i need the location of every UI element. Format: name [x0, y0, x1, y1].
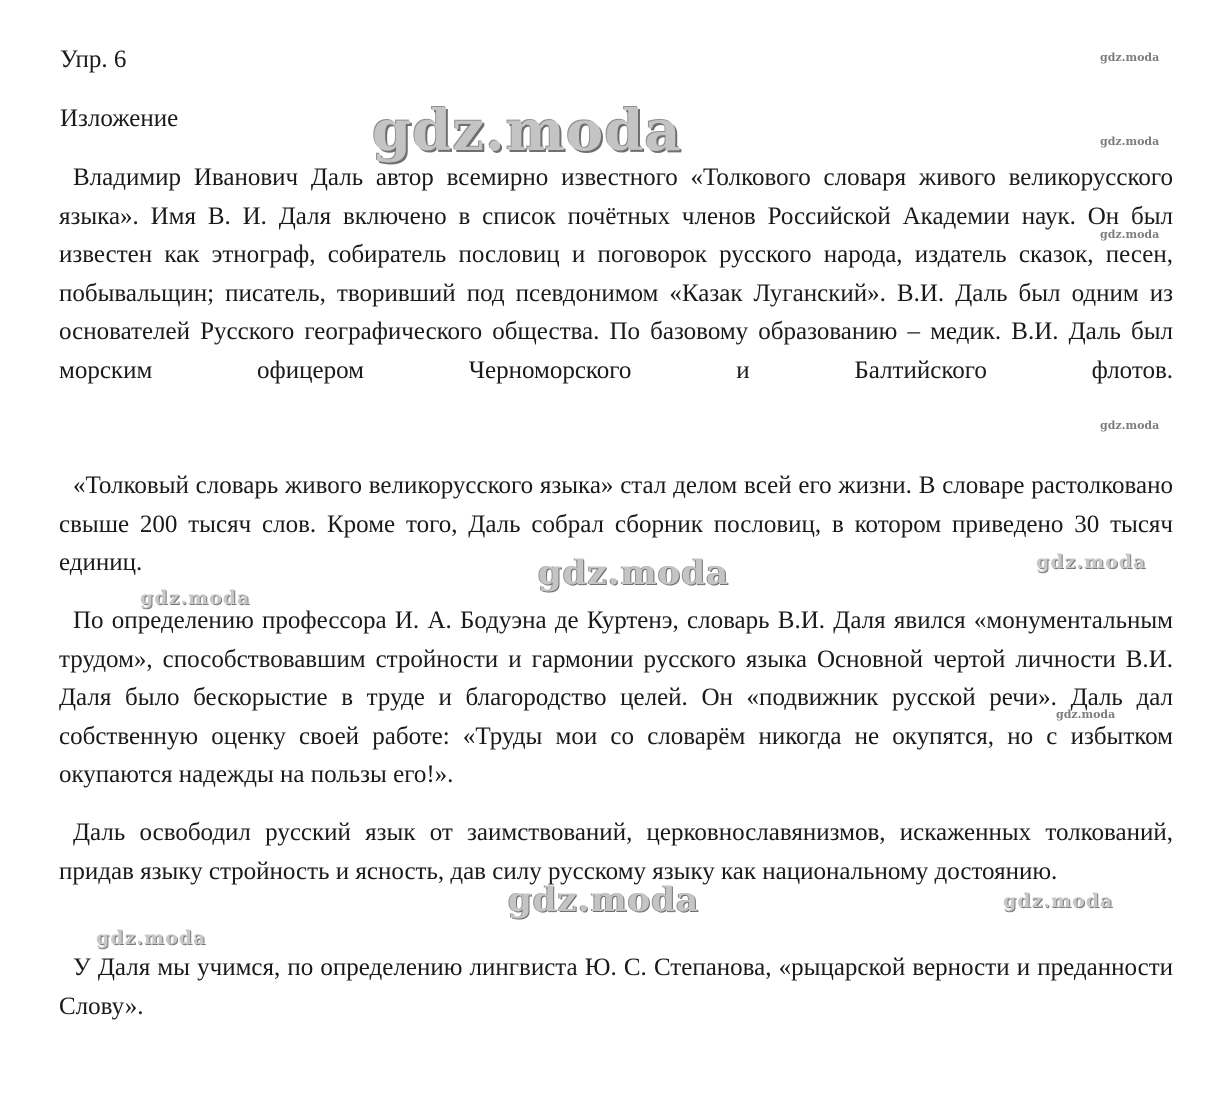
- paragraph-2: «Толковый словарь живого великорусского языка» стал делом всей его жизни. В словаре растолковано свыше 200 тысяч слов. Кроме того, Даль собрал сборник пословиц, в котором приведено 30 тысяч единиц.: [59, 472, 1173, 577]
- watermark-logo: gdz.moda: [1100, 135, 1160, 148]
- watermark-logo: gdz.moda: [96, 927, 207, 949]
- watermark-logo: gdz.moda: [1100, 419, 1160, 432]
- watermark-logo: gdz.moda: [1056, 708, 1116, 721]
- watermark-logo: gdz.moda: [1036, 551, 1147, 573]
- watermark-logo: gdz.moda: [1100, 51, 1160, 64]
- exercise-number: Упр. 6: [60, 46, 127, 73]
- document-title: Изложение: [60, 105, 179, 132]
- watermark-logo: gdz.moda: [1100, 228, 1160, 241]
- watermark-logo: gdz.moda: [140, 587, 251, 609]
- watermark-logo: gdz.moda: [372, 98, 682, 164]
- paragraph-5: У Даля мы учимся, по определению лингвиста Ю. С. Степанова, «рыцарской верности и преданности Слову».: [59, 954, 1173, 1020]
- watermark-logo: gdz.moda: [508, 880, 700, 920]
- watermark-logo: gdz.moda: [538, 553, 730, 593]
- paragraph-1: Владимир Иванович Даль автор всемирно известного «Толкового словаря живого великорусского языка». Имя В. И. Даля включено в список почётных членов Российской Академии наук. Он был известен как этнограф, собиратель пословиц и поговорок русского народа, издатель сказок, песен, побывальщин; писатель, творивший под псевдонимом «Казак Луганский». В.И. Даль был одним из основателей Русского географического общества. По базовому образованию – медик. В.И. Даль был морским офицером Черноморского и Балтийского флотов.: [59, 164, 1173, 384]
- paragraph-4: Даль освободил русский язык от заимствований, церковнославянизмов, искаженных толкований, придав языку стройность и ясность, дав силу русскому языку как национальному достоянию.: [59, 819, 1173, 885]
- paragraph-3: По определению профессора И. А. Бодуэна де Куртенэ, словарь В.И. Даля явился «монументальным трудом», способствовавшим стройности и гармонии русского языка Основной чертой личности В.И. Даля было бескорыстие в труде и благородство целей. Он «подвижник русской речи». Даль дал собственную оценку своей работе: «Труды мои со словарём никогда не окупятся, но с избытком окупаются надежды на пользы его!».: [59, 607, 1173, 789]
- watermark-logo: gdz.moda: [1003, 890, 1114, 912]
